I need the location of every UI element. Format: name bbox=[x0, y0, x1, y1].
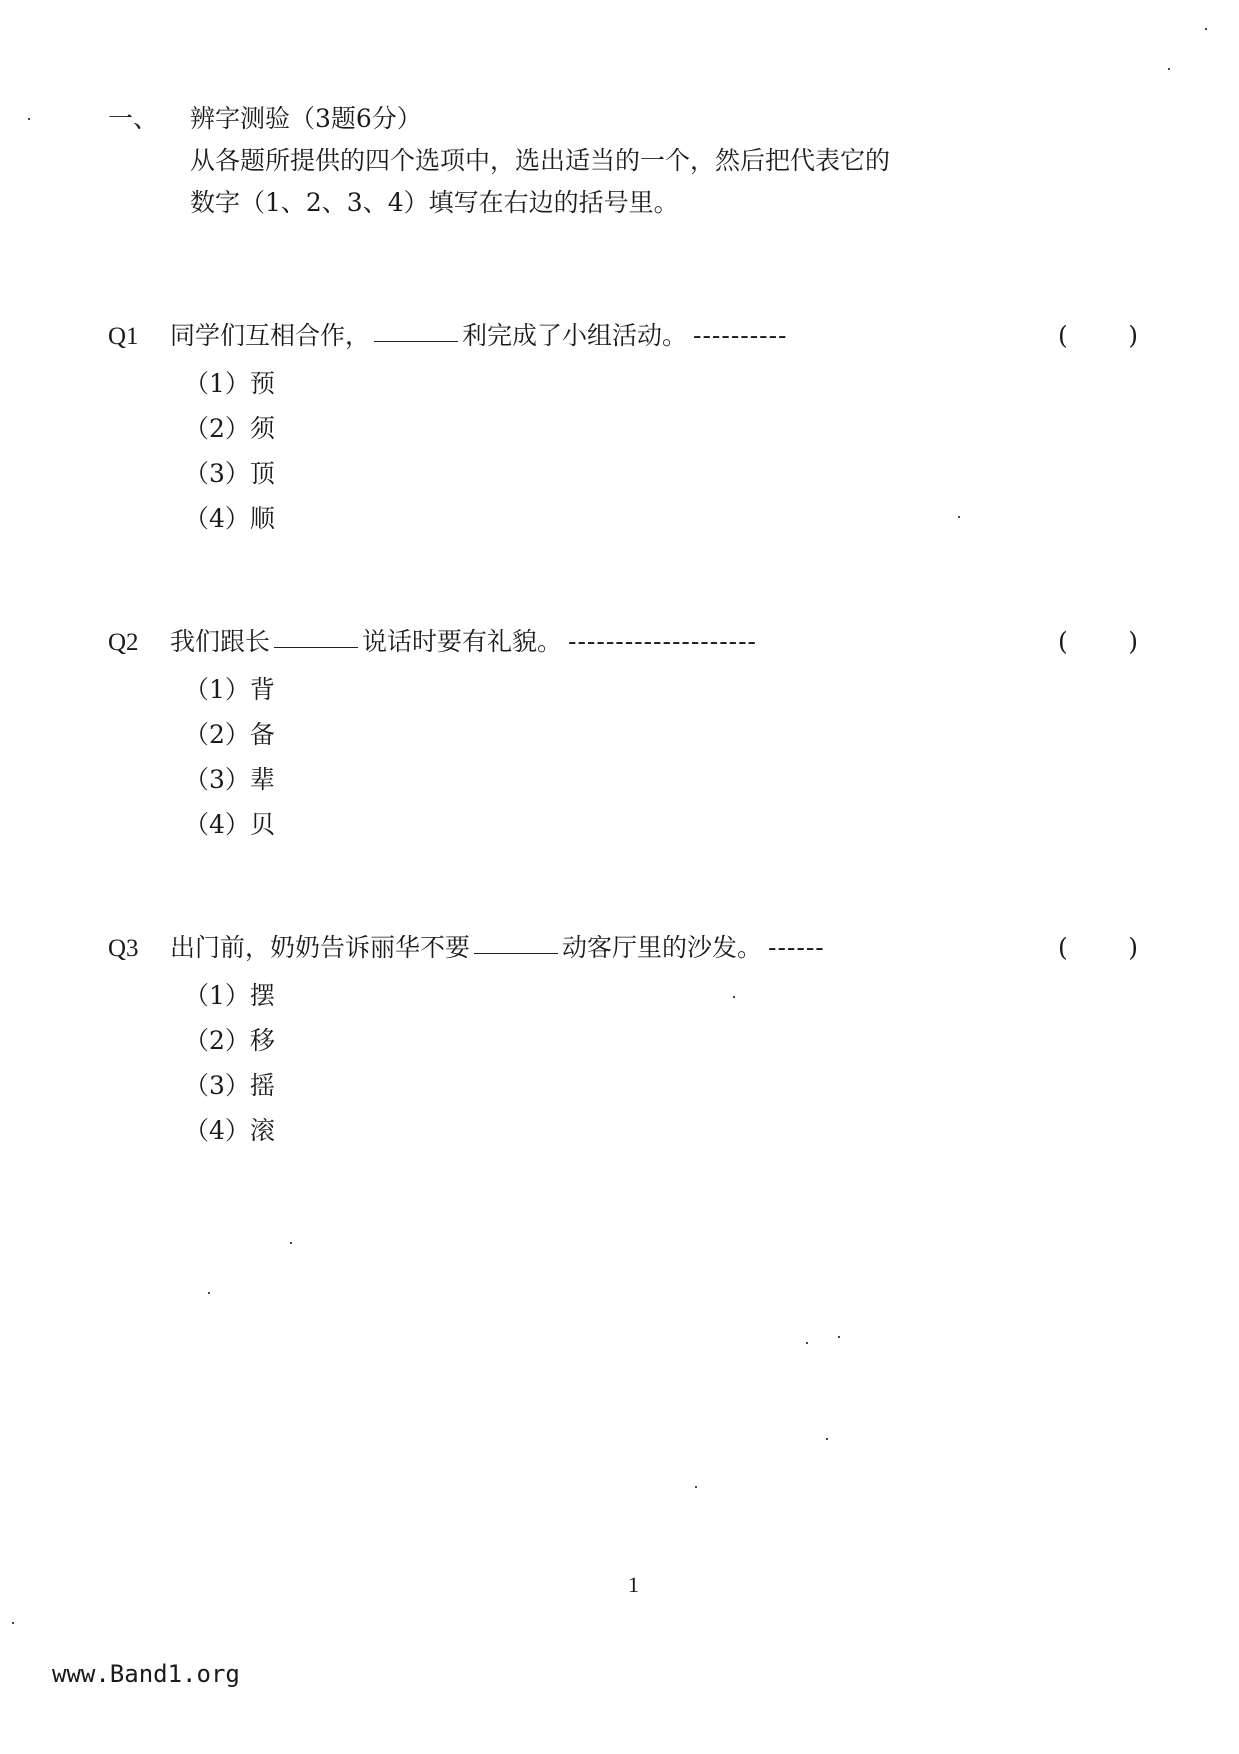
option-list bbox=[184, 667, 1138, 847]
answer-blank bbox=[274, 646, 358, 648]
leader-dashes: -------------------- bbox=[568, 627, 757, 656]
instruction-line-1: 从各题所提供的四个选项中，选出适当的一个，然后把代表它的 bbox=[190, 146, 891, 175]
scan-speck bbox=[1168, 68, 1170, 70]
question-3 bbox=[108, 928, 1138, 1153]
option-4: （4）顺 bbox=[184, 504, 275, 533]
leader-dashes: ---------- bbox=[693, 321, 788, 350]
leader-dashes: ------ bbox=[768, 933, 825, 962]
question-text-after: 说话时要有礼貌。 bbox=[362, 627, 563, 656]
option-1: （1）预 bbox=[184, 369, 275, 398]
scan-speck bbox=[1205, 28, 1207, 30]
option-1: （1）摆 bbox=[184, 981, 275, 1010]
scan-speck bbox=[12, 1622, 14, 1624]
instruction-line-2: 数字（1、2、3、4）填写在右边的括号里。 bbox=[190, 188, 679, 217]
option-list bbox=[184, 361, 1138, 541]
section-header bbox=[108, 98, 1148, 224]
scan-speck bbox=[28, 118, 30, 120]
section-title-line bbox=[108, 98, 1148, 140]
scan-speck bbox=[958, 516, 960, 518]
answer-parentheses[interactable] bbox=[1058, 316, 1138, 356]
question-text-before: 我们跟长 bbox=[170, 627, 271, 656]
question-label: Q2 bbox=[108, 629, 139, 656]
question-stem bbox=[108, 928, 1138, 969]
scan-speck bbox=[208, 1292, 210, 1294]
section-title: 辨字测验（3题6分） bbox=[190, 104, 422, 133]
page-number: 1 bbox=[628, 1572, 639, 1597]
question-text-after: 利完成了小组活动。 bbox=[462, 321, 688, 350]
question-label: Q1 bbox=[108, 323, 139, 350]
option-3: （3）摇 bbox=[184, 1071, 275, 1100]
paren-close: ) bbox=[1128, 627, 1138, 656]
answer-blank bbox=[474, 952, 558, 954]
scan-speck bbox=[733, 996, 735, 998]
option-3: （3）顶 bbox=[184, 459, 275, 488]
answer-parentheses[interactable] bbox=[1058, 928, 1138, 968]
option-1: （1）背 bbox=[184, 675, 275, 704]
answer-parentheses[interactable] bbox=[1058, 622, 1138, 662]
scan-speck bbox=[838, 1336, 840, 1338]
section-number: 一、 bbox=[108, 104, 159, 133]
option-4: （4）滚 bbox=[184, 1116, 275, 1145]
question-1 bbox=[108, 316, 1138, 541]
answer-blank bbox=[374, 340, 458, 342]
option-4: （4）贝 bbox=[184, 810, 275, 839]
option-2: （2）备 bbox=[184, 720, 275, 749]
paren-open: ( bbox=[1058, 627, 1068, 656]
scan-speck bbox=[290, 1242, 292, 1244]
option-3: （3）辈 bbox=[184, 765, 275, 794]
option-list bbox=[184, 973, 1138, 1153]
paren-open: ( bbox=[1058, 933, 1068, 962]
paren-open: ( bbox=[1058, 321, 1068, 350]
question-stem bbox=[108, 316, 1138, 357]
question-label: Q3 bbox=[108, 935, 139, 962]
question-2 bbox=[108, 622, 1138, 847]
scan-speck bbox=[806, 1342, 808, 1344]
question-text-before: 出门前，奶奶告诉丽华不要 bbox=[170, 933, 471, 962]
paren-close: ) bbox=[1128, 321, 1138, 350]
paren-close: ) bbox=[1128, 933, 1138, 962]
option-2: （2）须 bbox=[184, 414, 275, 443]
question-stem bbox=[108, 622, 1138, 663]
question-text-before: 同学们互相合作， bbox=[170, 321, 371, 350]
scan-speck bbox=[695, 1486, 697, 1488]
question-text-after: 动客厅里的沙发。 bbox=[562, 933, 763, 962]
option-2: （2）移 bbox=[184, 1026, 275, 1055]
footer-url: www.Band1.org bbox=[52, 1660, 240, 1688]
scan-speck bbox=[826, 1438, 828, 1440]
